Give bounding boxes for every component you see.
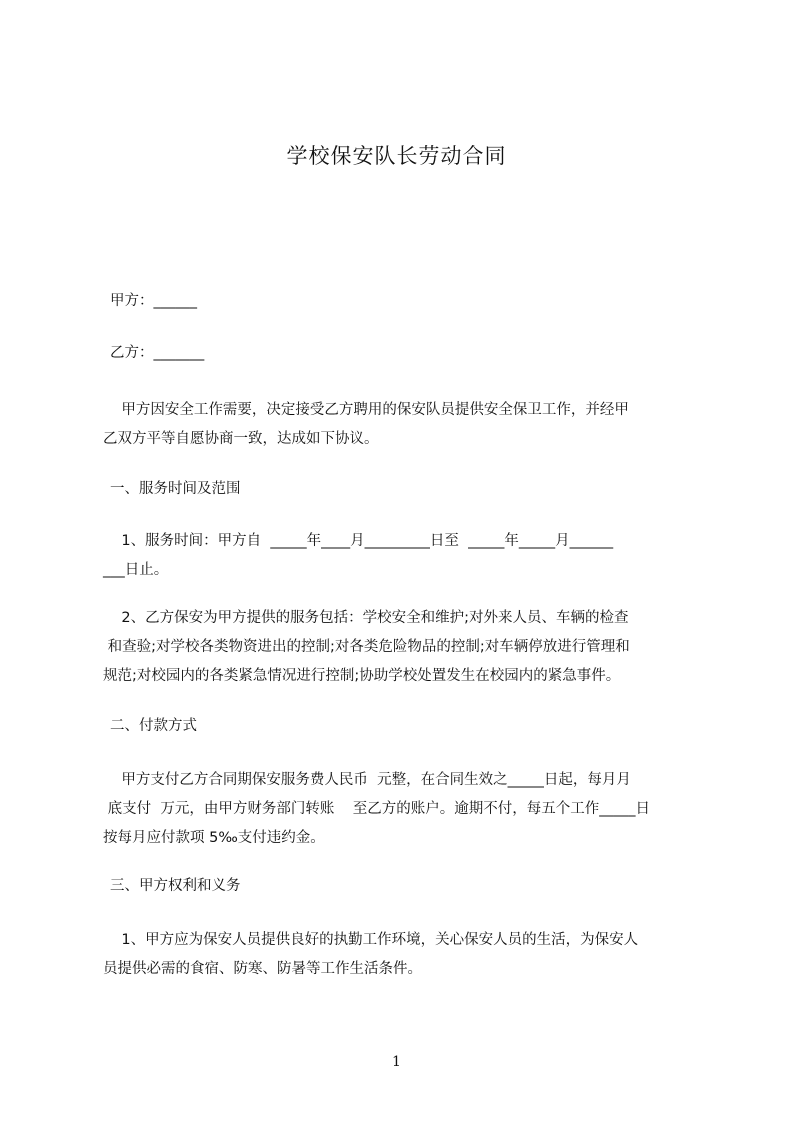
- service-scope-line: 规范;对校园内的各类紧急情况进行控制;协助学校处置发生在校园内的紧急事件。: [103, 668, 621, 684]
- party-a-duty-line: 员提供必需的食宿、防寒、防暑等工作生活条件。: [103, 961, 422, 977]
- intro-paragraph: [103, 396, 703, 454]
- intro-line: 甲方因安全工作需要，决定接受乙方聘用的保安队员提供安全保卫工作，并经甲: [103, 402, 629, 418]
- section-heading-party-a-rights: 三、甲方权利和义务: [110, 878, 241, 894]
- party-a-duty-line: 1、甲方应为保安人员提供良好的执勤工作环境，关心保安人员的生活，为保安人: [103, 932, 639, 948]
- document-title: 学校保安队长劳动合同: [286, 144, 507, 168]
- service-scope-line: 和查验;对学校各类物资进出的控制;对各类危险物品的控制;对车辆停放进行管理和: [103, 639, 630, 655]
- service-scope-line: 2、乙方保安为甲方提供的服务包括：学校安全和维护;对外来人员、车辆的检查: [103, 610, 629, 626]
- party-b-line: 乙方：_______: [110, 345, 205, 361]
- party-a-duty-paragraph: [103, 926, 703, 984]
- service-time-line: 1、服务时间：甲方自 _____年____月_________日至 _____年_____月______: [103, 533, 614, 549]
- section-heading-payment: 二、付款方式: [110, 718, 197, 734]
- payment-line: 甲方支付乙方合同期保安服务费人民币 元整，在合同生效之_____日起，每月月: [103, 772, 631, 788]
- service-time-paragraph: [103, 527, 703, 585]
- service-scope-paragraph: [103, 604, 703, 691]
- intro-line: 乙双方平等自愿协商一致，达成如下协议。: [103, 431, 379, 447]
- payment-paragraph: [103, 766, 703, 853]
- party-a-line: 甲方：______: [110, 293, 197, 309]
- payment-line: 按每月应付款项 5‰支付违约金。: [103, 830, 325, 846]
- payment-line: 底支付 万元，由甲方财务部门转账 至乙方的账户。逾期不付，每五个工作_____日: [103, 801, 651, 817]
- section-heading-service: 一、服务时间及范围: [110, 481, 241, 497]
- service-time-line: ___日止。: [103, 562, 169, 578]
- page-number: 1: [392, 1054, 401, 1070]
